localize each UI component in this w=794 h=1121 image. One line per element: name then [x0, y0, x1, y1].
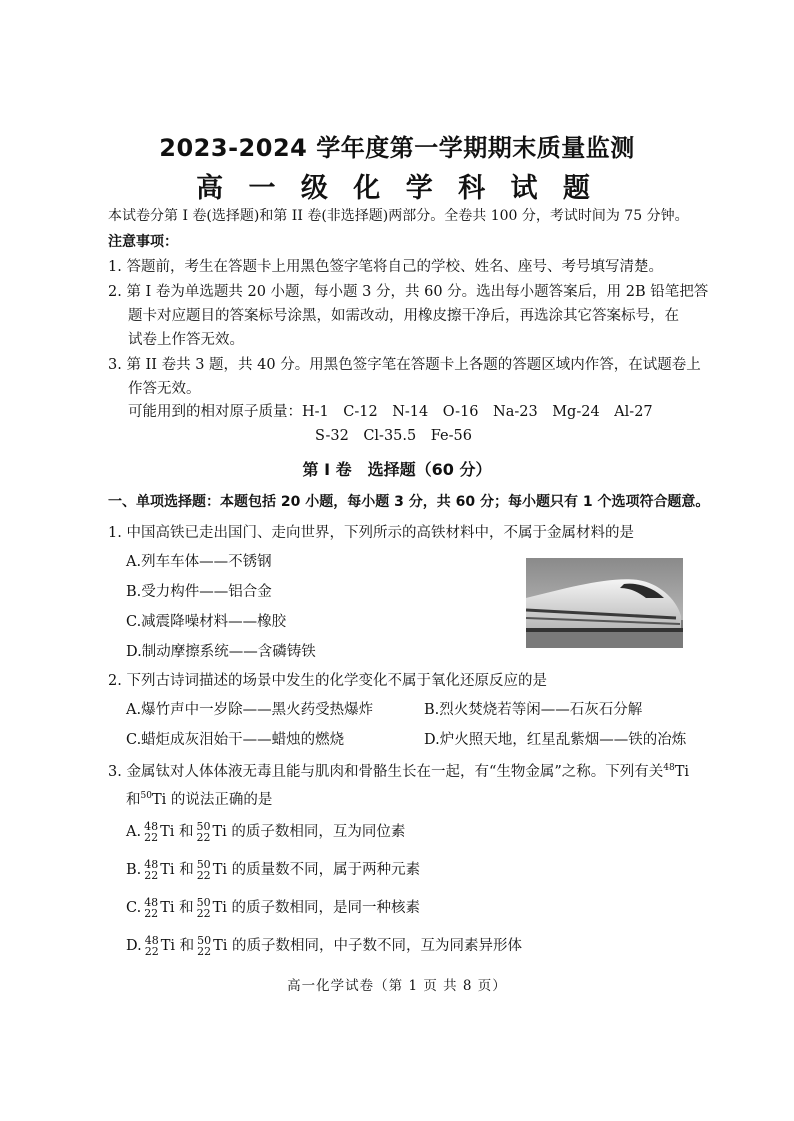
q3-c-label: C.	[126, 900, 142, 916]
q2-option-c: C.蜡炬成灰泪始干——蜡烛的燃烧	[126, 732, 345, 748]
nuclide-50-22: 50 22	[196, 858, 211, 882]
note-item-3-line-1: 3. 第 II 卷共 3 题，共 40 分。用黑色签字笔在答题卡上各题的答题区域内作答，在试题卷上	[108, 357, 701, 373]
nuclide-48-22: 48 22	[144, 934, 159, 958]
atomic-masses-line-2: S-32 Cl-35.5 Fe-56	[315, 428, 472, 444]
nuclide-50-22: 50 22	[196, 896, 211, 920]
q3-d-label: D.	[126, 938, 142, 954]
train-image	[526, 558, 683, 648]
q3-option-c: C. 48 22 Ti 和 50 22 Ti 的质子数相同，是同一种核素	[126, 896, 421, 920]
q1-option-d: D.制动摩擦系统——含磷铸铁	[126, 644, 316, 660]
nuclide-48-22: 48 22	[144, 858, 159, 882]
page-footer: 高一化学试卷（第 1 页 共 8 页）	[287, 978, 507, 994]
q3-stem-mass-50: 50	[140, 791, 152, 802]
q3-stem-element: Ti	[674, 764, 690, 780]
q2-option-b: B.烈火焚烧若等闲——石灰石分解	[424, 702, 643, 718]
q1-option-b: B.受力构件——铝合金	[126, 584, 272, 600]
q3-stem-line-1	[108, 762, 689, 782]
intro-text: 本试卷分第 I 卷(选择题)和第 II 卷(非选择题)两部分。全卷共 100 分，考试时间为 75 分钟。	[108, 208, 689, 224]
q3-option-b: B. 48 22 Ti 和 50 22 Ti 的质量数不同，属于两种元素	[126, 858, 421, 882]
q2-stem: 2. 下列古诗词描述的场景中发生的化学变化不属于氧化还原反应的是	[108, 673, 547, 689]
note-item-1: 1. 答题前，考生在答题卡上用黑色签字笔将自己的学校、姓名、座号、考号填写清楚。	[108, 259, 663, 275]
note-item-2-line-3: 试卷上作答无效。	[128, 332, 244, 348]
atomic-masses-line-1: 可能用到的相对原子质量：H-1 C-12 N-14 O-16 Na-23 Mg-24 Al-27	[128, 404, 653, 420]
nuclide-48-22: 48 22	[144, 896, 159, 920]
q3-stem-line-2	[126, 790, 272, 810]
notes-heading: 注意事项：	[108, 234, 178, 250]
q1-option-a: A.列车车体——不锈钢	[126, 554, 272, 570]
q1-stem: 1. 中国高铁已走出国门、走向世界，下列所示的高铁材料中，不属于金属材料的是	[108, 525, 634, 541]
note-item-2-line-1: 2. 第 I 卷为单选题共 20 小题，每小题 3 分，共 60 分。选出每小题答案后，用 2B 铅笔把答	[108, 284, 709, 300]
exam-title: 2023-2024 学年度第一学期期末质量监测	[159, 134, 635, 162]
q3-stem-tail: Ti 的说法正确的是	[151, 792, 273, 808]
q3-stem-text: 3. 金属钛对人体体液无毒且能与肌肉和骨骼生长在一起，有“生物金属”之称。下列有关	[108, 764, 664, 780]
q3-b-label: B.	[126, 862, 142, 878]
note-item-3-line-2: 作答无效。	[128, 381, 201, 397]
q2-option-d: D.炉火照天地，红星乱紫烟——铁的冶炼	[424, 732, 687, 748]
nuclide-50-22: 50 22	[197, 934, 212, 958]
q3-option-d: D. 48 22 Ti 和 50 22 Ti 的质子数相同，中子数不同，互为同素异形体	[126, 934, 523, 958]
q3-stem-and: 和	[126, 792, 141, 808]
q3-a-label: A.	[126, 824, 142, 840]
q2-option-a: A.爆竹声中一岁除——黑火药受热爆炸	[126, 702, 374, 718]
high-speed-train-photo	[526, 558, 683, 648]
nuclide-50-22: 50 22	[196, 820, 211, 844]
q3-stem-mass-48: 48	[663, 763, 675, 774]
nuclide-48-22: 48 22	[144, 820, 159, 844]
part-heading: 一、单项选择题：本题包括 20 小题，每小题 3 分，共 60 分；每小题只有 1 个选项符合题意。	[108, 494, 710, 510]
exam-subtitle: 高 一 级 化 学 科 试 题	[196, 173, 598, 204]
q3-option-a: A. 48 22 Ti 和 50 22 Ti 的质子数相同，互为同位素	[126, 820, 406, 844]
section-title: 第 I 卷 选择题（60 分）	[302, 460, 492, 479]
q1-option-c: C.减震降噪材料——橡胶	[126, 614, 287, 630]
note-item-2-line-2: 题卡对应题目的答案标号涂黑，如需改动，用橡皮擦干净后，再选涂其它答案标号，在	[128, 308, 679, 324]
